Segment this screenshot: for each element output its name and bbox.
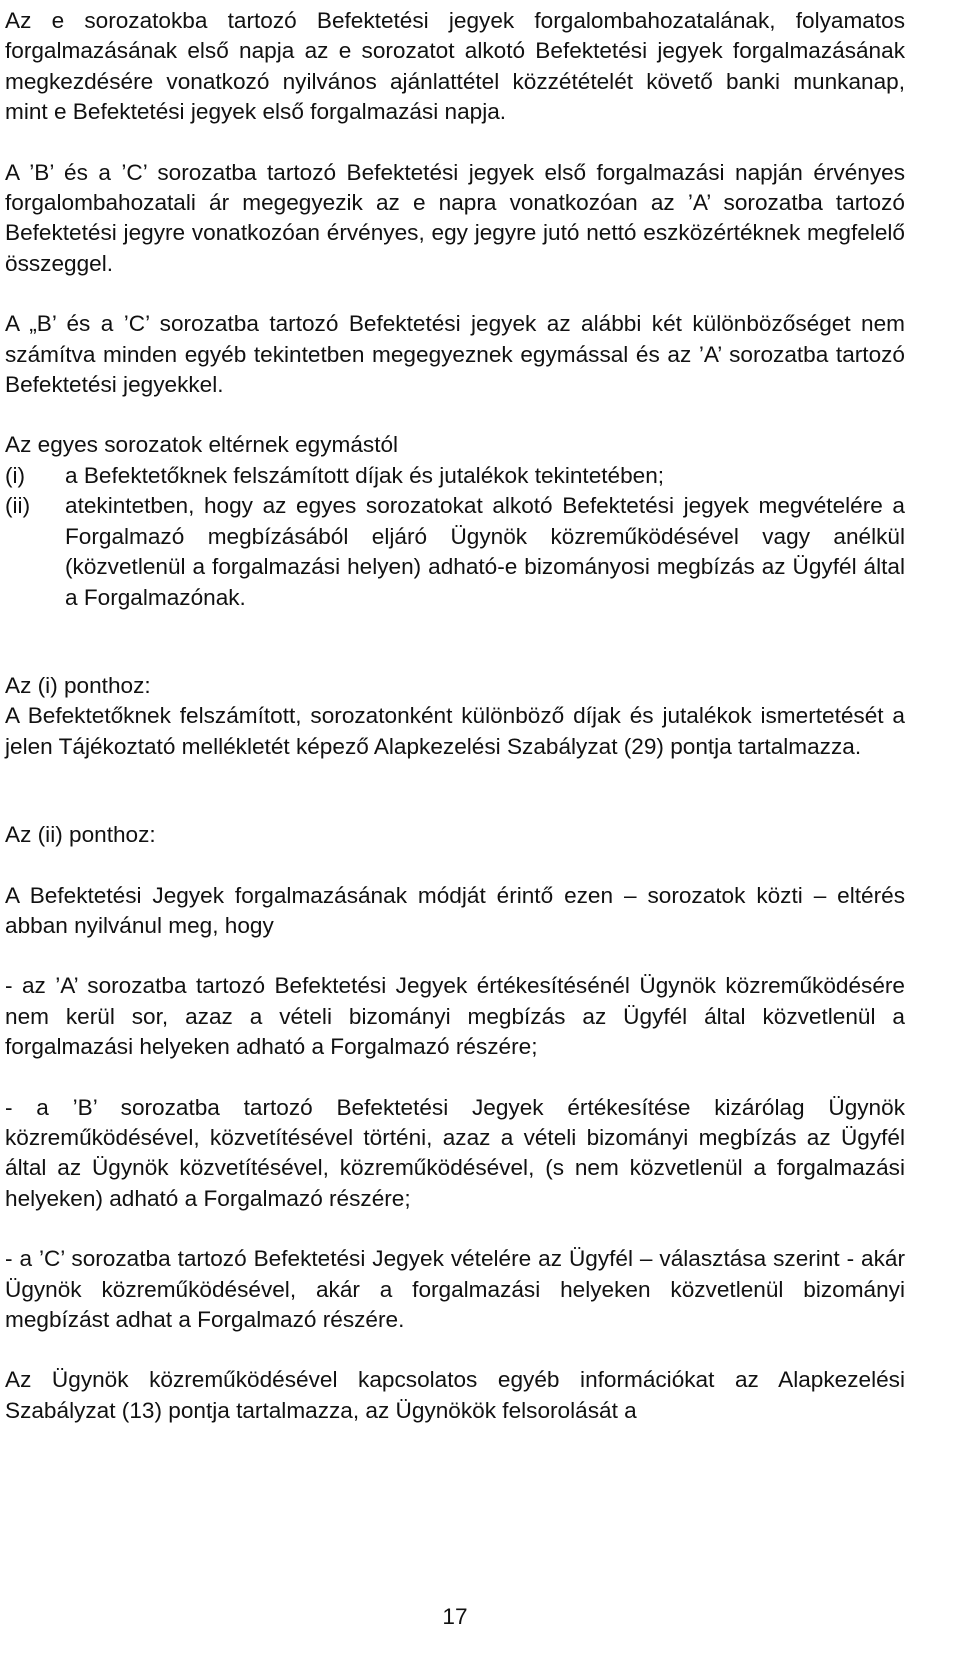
list-marker: (i) [5, 462, 26, 488]
point-ii-heading: Az (ii) ponthoz: [5, 822, 156, 848]
intro-paragraph: Az e sorozatokba tartozó Befektetési jegyek forgalombahozatalának, folyamatos forgalmazásának első napja az e sorozatot alkotó Befektetési jegyek forgalmazásának megkezdésére vonatkozó nyilvános ajánlattétel közzétételét követő banki munkanap, mint e Befektetési jegyek első forgalmazási napja. [5, 8, 905, 125]
series-c-paragraph: - a ’C’ sorozatba tartozó Befektetési Jegyek vételére az Ügyfél – választása szerint - akár Ügynök közreműködésével, akár a forgalmazási helyeken közvetlenül bizományi megbízást adhat a Forgalmazó részére. [5, 1246, 905, 1332]
point-i-heading: Az (i) ponthoz: [5, 672, 151, 698]
series-a-paragraph: - az ’A’ sorozatba tartozó Befektetési Jegyek értékesítésénél Ügynök közreműködésére nem kerül sor, azaz a vételi bizományi megbízás az Ügyfél által közvetlenül a forgalmazási helyeken adható a Forgalmazó részére; [5, 973, 905, 1060]
point-i-text: A Befektetőknek felszámított, sorozatonként különböző díjak és jutalékok ismertetését a jelen Tájékoztató mellékletét képező Alapkezelési Szabályzat (29) pontja tartalmazza. [5, 703, 905, 759]
agent-info-paragraph: Az Ügynök közreműködésével kapcsolatos egyéb információkat az Alapkezelési Szabályzat (13) pontja tartalmazza, az Ügynökök felsorolását a [5, 1367, 905, 1423]
differences-heading: Az egyes sorozatok eltérnek egymástól [5, 432, 399, 458]
list-item-text: a Befektetőknek felszámított díjak és jutalékok tekintetében; [65, 462, 665, 488]
list-item [5, 461, 905, 491]
equality-paragraph: A „B’ és a ’C’ sorozatba tartozó Befektetési jegyek az alábbi két különbözőséget nem számítva minden egyéb tekintetben megegyeznek egymással és az ’A’ sorozatba tartozó Befektetési jegyekkel. [5, 311, 905, 398]
list-item-text: atekintetben, hogy az egyes sorozatokat alkotó Befektetési jegyek megvételére a Forgalmazó megbízásából eljáró Ügynök közreműködésével vagy anélkül (közvetlenül a forgalmazási helyen) adható-e bizományosi megbízás az Ügyfél által a Forgalmazónak. [65, 493, 905, 610]
point-ii-section [5, 820, 905, 1426]
price-paragraph: A ’B’ és a ’C’ sorozatba tartozó Befektetési jegyek első forgalmazási napján érvényes forgalombahozatali ár megegyezik az e napra vonatkozóan az ’A’ sorozatba tartozó Befektetési jegyre vonatkozóan érvényes, egy jegyre jutó nettó eszközértéknek megfelelő összeggel. [5, 159, 905, 276]
point-i-section [5, 671, 905, 762]
differences-section [5, 430, 905, 612]
page-number: 17 [442, 1604, 468, 1629]
document-body [5, 6, 905, 1426]
series-b-paragraph: - a ’B’ sorozatba tartozó Befektetési Jegyek értékesítése kizárólag Ügynök közreműködésével, közvetítésével történi, azaz a vételi bizományi megbízás az Ügyfél által az Ügynök közvetítésével, közreműködésével, (s nem közvetlenül a forgalmazási helyeken) adható a Forgalmazó részére; [5, 1094, 905, 1211]
list-marker: (ii) [5, 493, 31, 519]
list-item [5, 491, 905, 613]
point-ii-intro: A Befektetési Jegyek forgalmazásának módját érintő ezen – sorozatok közti – eltérés abban nyilvánul meg, hogy [5, 882, 905, 938]
